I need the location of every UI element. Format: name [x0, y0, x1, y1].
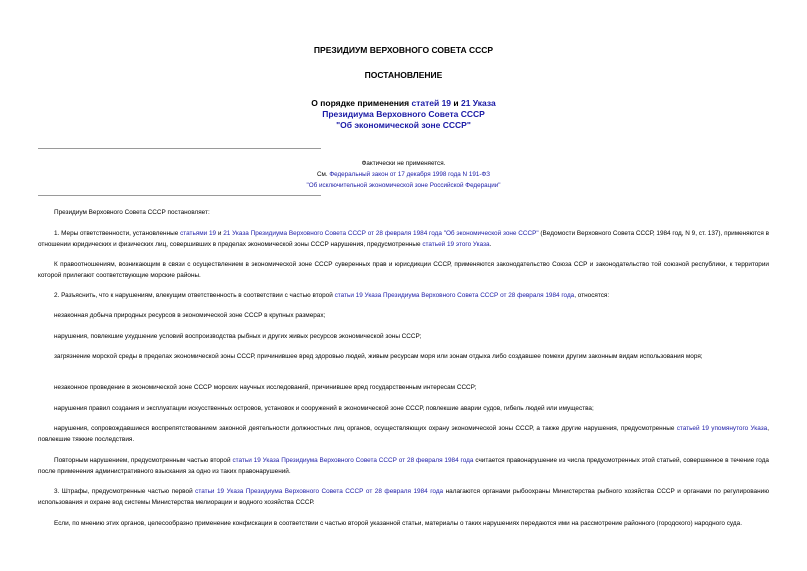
p1-text-c: (Ведомости Верховного Совета СССР, 1984 год, N 9, ст. 137), применяются в отношении юридических и физических лиц, совершивших в пределах экономической зоны СССР нарушения, предусмотренные: [38, 230, 769, 248]
p1-decree-link[interactable]: 21 Указа Президиума Верховного Совета СССР от 28 февраля 1984 года "Об экономической зоне СССР": [223, 230, 539, 237]
status-note-line: Фактически не применяется.: [361, 160, 446, 167]
paragraph-11: [38, 486, 769, 508]
p11-text-b: налагаются органами рыбоохраны Министерства рыбного хозяйства СССР и органами по регулированию использования и охране вод системы Министерства мелиорации и водного хозяйства СССР.: [38, 488, 769, 506]
document-title: [0, 98, 807, 131]
law-title-line: [0, 180, 807, 191]
p11-text-a: 3. Штрафы, предусмотренные частью первой: [54, 488, 196, 495]
article-21-decree-link[interactable]: 21 Указа: [460, 98, 496, 108]
p1-text-a: 1. Меры ответственности, установленные: [54, 230, 181, 237]
title-prefix: О порядке применения: [311, 98, 412, 108]
p1-article-19-link[interactable]: статьей 19 этого Указа: [422, 241, 490, 248]
see-reference-line: [0, 169, 807, 180]
federal-law-link[interactable]: Федеральный закон от 17 декабря 1998 года N 191-ФЗ: [329, 171, 491, 178]
article-19-link[interactable]: статей 19: [411, 98, 452, 108]
paragraph-2: К правоотношениям, возникающим в связи с осуществлением в экономической зоне СССР суверенных прав и юрисдикции СССР, применяются законодательство Союза ССР и законодательство той союзной республики, к территории которой прилегают соответствующие морские районы.: [38, 261, 769, 279]
title-decree-body-link[interactable]: Президиума Верховного Совета СССР: [322, 109, 485, 119]
paragraph-4: незаконная добыча природных ресурсов в экономической зоне СССР в крупных размерах;: [54, 312, 326, 319]
p1-text-b: и: [216, 230, 224, 237]
p9-article-19-link[interactable]: статьей 19 упомянутого Указа: [676, 425, 768, 432]
paragraph-8: нарушения правил создания и эксплуатации искусственных островов, установок и сооружений в экономической зоне СССР, повлекшие аварии судов, гибель людей или имущества;: [54, 405, 594, 412]
p1-text-d: .: [489, 241, 492, 248]
paragraph-1: [38, 228, 769, 250]
p10-text-a: Повторным нарушением, предусмотренным частью второй: [54, 457, 233, 464]
p3-text-b: , относятся:: [574, 292, 610, 299]
p9-text-b: , повлекшие тяжкие последствия.: [38, 425, 769, 443]
title-and: и: [451, 98, 461, 108]
p10-text-b: считается правонарушение из числа предусмотренных этой статьей, совершенное в течение года после применения административного взыскания за одно из таких правонарушений.: [38, 457, 769, 475]
paragraph-9: [38, 423, 769, 445]
top-divider: [38, 148, 321, 149]
title-line-3: [0, 120, 807, 131]
see-prefix: См.: [316, 171, 330, 178]
paragraph-6: загрязнение морской среды в пределах экономической зоны СССР, причинившее вред здоровью людей, живым ресурсам моря или зонам отдыха либо создавшее помехи другим законным видам использования моря;: [54, 353, 703, 360]
document-type-heading: ПОСТАНОВЛЕНИЕ: [364, 70, 443, 80]
intro-paragraph: Президиум Верховного Совета СССР постановляет:: [54, 209, 210, 216]
p3-article-19-link[interactable]: статьи 19 Указа Президиума Верховного Совета СССР от 28 февраля 1984 года: [334, 292, 575, 299]
federal-law-title-link[interactable]: "Об исключительной экономической зоне Российской Федерации": [306, 182, 501, 189]
title-decree-name-link[interactable]: "Об экономической зоне СССР": [336, 120, 471, 130]
p11-article-19-link[interactable]: статьи 19 Указа Президиума Верховного Совета СССР от 28 февраля 1984 года: [195, 488, 444, 495]
paragraph-12: Если, по мнению этих органов, целесообразно применение конфискации в соответствии с частью второй указанной статьи, материалы о таких нарушениях передаются ими на рассмотрение районного (городского) народного суда.: [54, 520, 742, 527]
p1-articles-19-link[interactable]: статьями 19: [180, 230, 217, 237]
title-line-1: [0, 98, 807, 109]
bottom-divider: [38, 195, 321, 196]
p9-text-a: нарушения, сопровождавшиеся воспрепятствованием законной деятельности должностных лиц органов, осуществляющих охрану экономической зоны СССР, а также другие нарушения, предусмотренные: [54, 425, 677, 432]
paragraph-3: [38, 290, 769, 301]
issuing-body-heading: ПРЕЗИДИУМ ВЕРХОВНОГО СОВЕТА СССР: [313, 45, 494, 55]
paragraph-10: [38, 455, 769, 477]
p10-article-19-link[interactable]: статьи 19 Указа Президиума Верховного Совета СССР от 28 февраля 1984 года: [232, 457, 474, 464]
paragraph-7: незаконное проведение в экономической зоне СССР морских научных исследований, причинившее вред государственным интересам СССР;: [54, 384, 477, 391]
title-line-2: [0, 109, 807, 120]
paragraph-5: нарушения, повлекшие ухудшение условий воспроизводства рыбных и других живых ресурсов экономической зоны СССР;: [54, 333, 422, 340]
p3-text-a: 2. Разъяснить, что к нарушениям, влекущим ответственность в соответствии с частью второй: [54, 292, 335, 299]
